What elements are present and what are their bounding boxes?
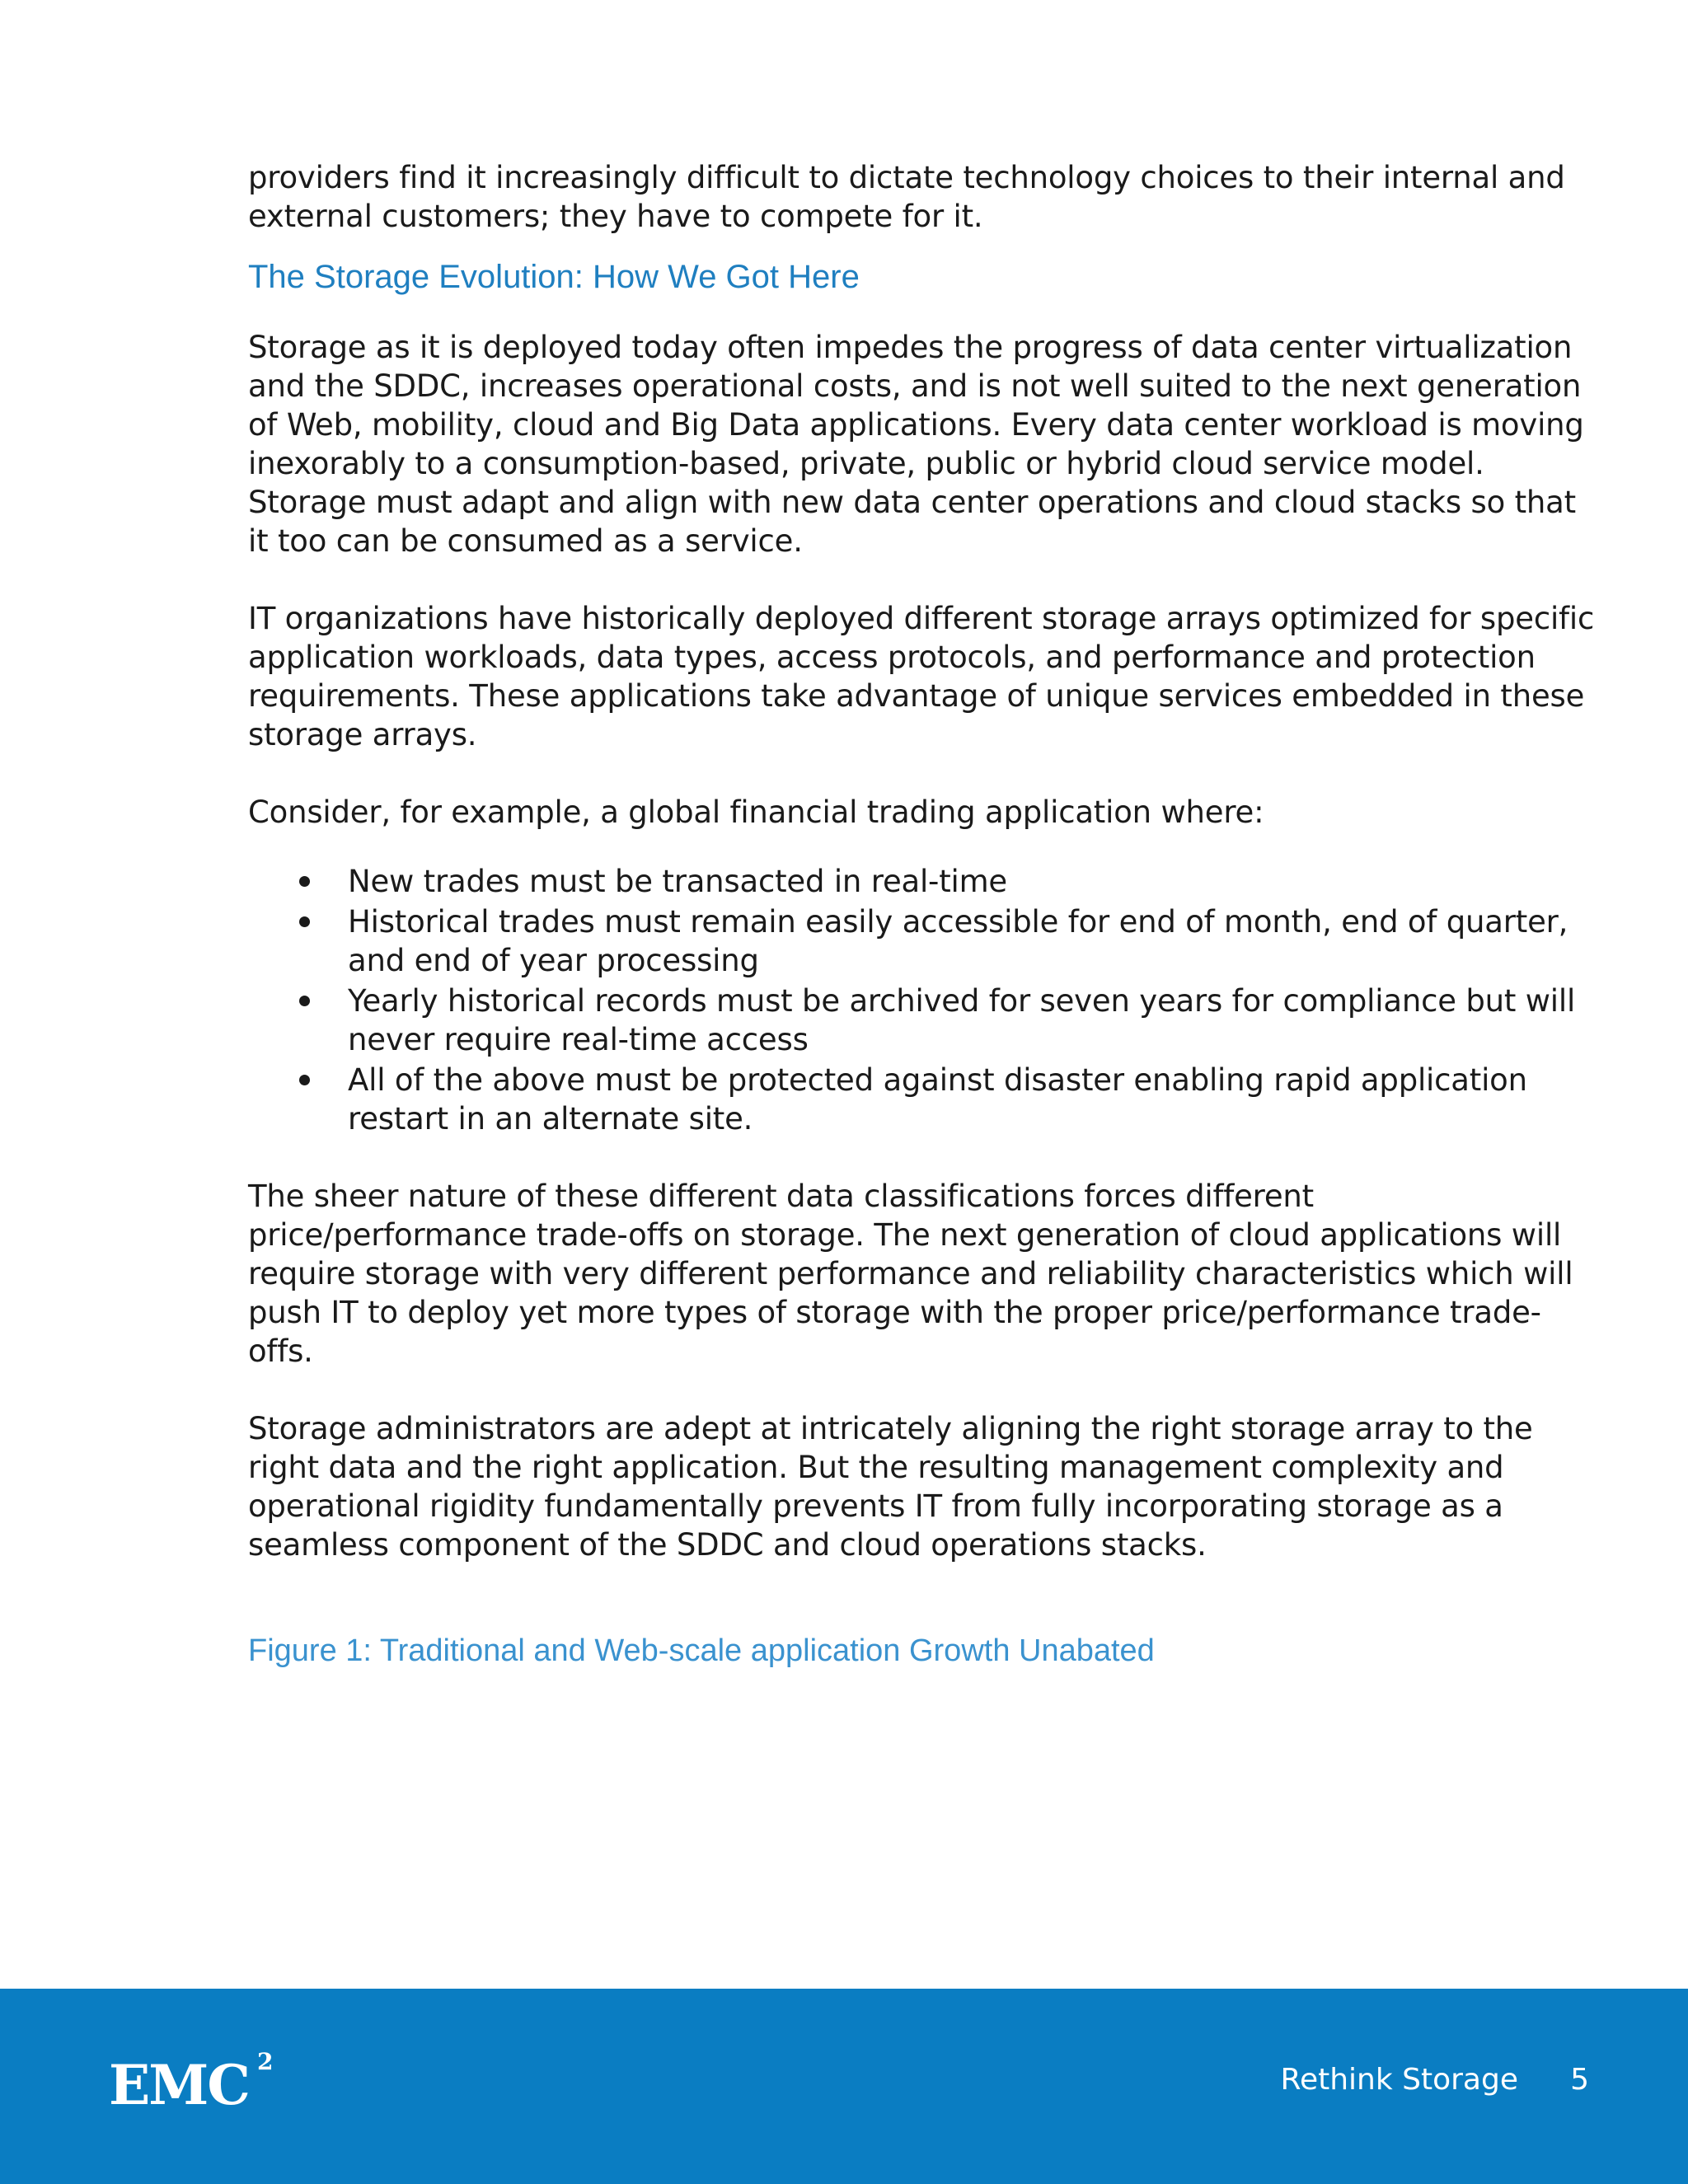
list-item-text: New trades must be transacted in real-time [348,864,1007,899]
document-title: Rethink Storage [1280,2063,1518,2097]
bullet-icon [299,1075,310,1085]
list-item-text: Historical trades must remain easily accessible for end of month, end of quarter, and end of year processing [348,904,1568,978]
paragraph-storage-arrays: IT organizations have historically deployed different storage arrays optimized for specific application workloads, data types, access protocols, and performance and protection requirements. These applications take advantage of unique services embedded in these storage arrays. [248,601,1595,752]
list-item [248,982,1600,1059]
page-content [248,158,1600,1671]
intro-paragraph: providers find it increasingly difficult to dictate technology choices to their internal and external customers; they have to compete for it. [248,160,1565,234]
list-item-text: Yearly historical records must be archived for seven years for compliance but will never require real-time access [348,983,1576,1057]
list-item [248,1061,1600,1138]
figure-caption: Figure 1: Traditional and Web-scale application Growth Unabated [248,1633,1155,1668]
bullet-icon [299,876,310,887]
paragraph-storage-administrators: Storage administrators are adept at intricately aligning the right storage array to the right data and the right application. But the resulting management complexity and operational rigidity fundamentally prevents IT from fully incorporating storage as a seamless component of the SDDC and cloud operations stacks. [248,1411,1533,1563]
page-footer [0,1989,1688,2184]
paragraph-example-intro: Consider, for example, a global financial trading application where: [248,794,1264,830]
list-item-text: All of the above must be protected against disaster enabling rapid application restart in an alternate site. [348,1062,1527,1137]
bullet-icon [299,916,310,927]
section-heading: The Storage Evolution: How We Got Here [248,259,860,295]
page-number: 5 [1570,2063,1589,2097]
paragraph-data-classifications: The sheer nature of these different data classifications forces different price/performance trade-offs on storage. The next generation of cloud applications will require storage with very different performance and reliability characteristics which will push IT to deploy yet more types of storage with the proper price/performance trade-offs. [248,1179,1573,1369]
logo-superscript: 2 [257,2048,274,2075]
list-item [248,862,1600,901]
emc-logo [109,2048,282,2122]
list-item [248,902,1600,980]
requirements-list [248,862,1600,1138]
paragraph-storage-deployment: Storage as it is deployed today often impedes the progress of data center virtualization and the SDDC, increases operational costs, and is not well suited to the next generation of Web, mobility, cloud and Big Data applications. Every data center workload is moving inexorably to a consumption-based, private, public or hybrid cloud service model. Storage must adapt and align with new data center operations and cloud stacks so that it too can be consumed as a service. [248,330,1584,559]
bullet-icon [299,996,310,1006]
logo-text: EMC [109,2053,249,2117]
